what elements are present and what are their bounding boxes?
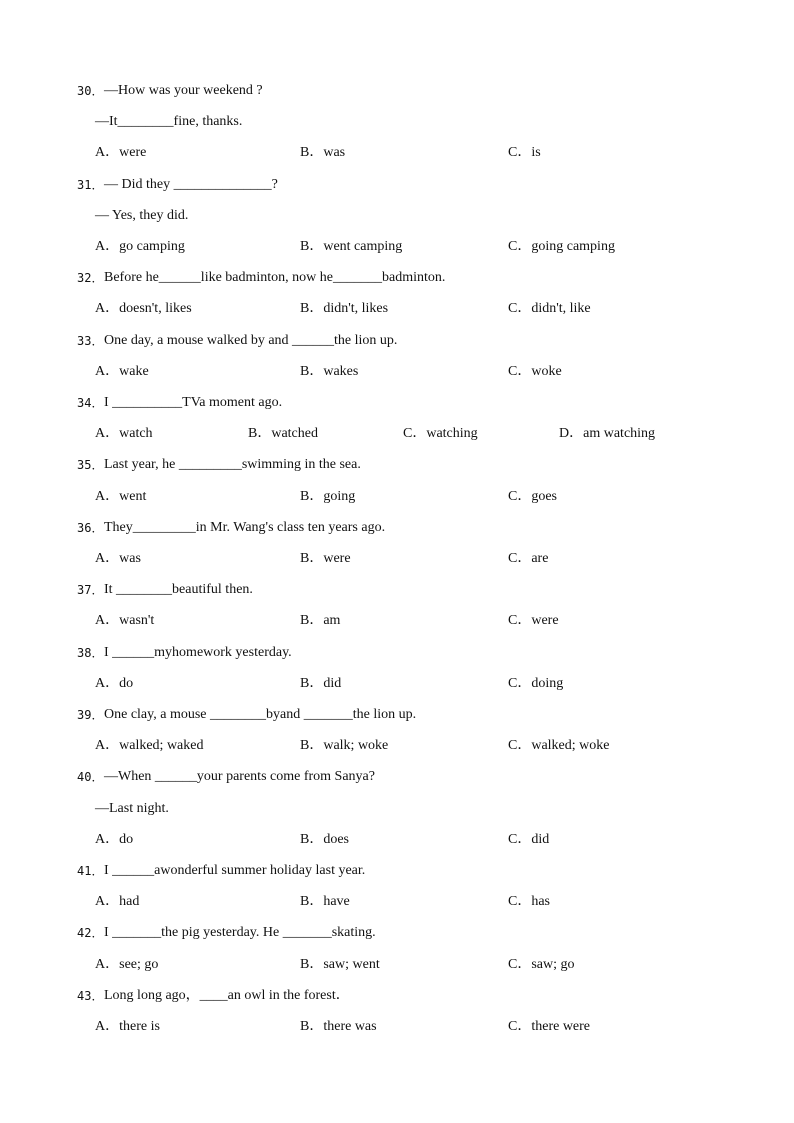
option-text: walked; waked [119,738,204,754]
dialogue-line [0,111,794,133]
answer-option[interactable] [508,610,559,632]
option-text: see; go [119,956,159,972]
option-text: were [119,145,147,161]
dialogue-line [0,798,794,820]
option-letter: C． [508,894,532,910]
option-text: do [119,675,134,691]
question-prompt: Long long ago，____an owl in the forest． [104,987,350,1003]
option-text: goes [531,488,558,504]
answer-option[interactable] [508,361,562,383]
option-text: saw; went [323,956,380,972]
dialogue-text: —It________fine, thanks. [95,114,243,130]
option-text: went [119,488,147,504]
question-line [0,860,794,882]
options-row [0,142,794,164]
option-text: was [119,551,141,566]
question-number: 43． [77,988,104,1003]
option-text: had [119,894,140,910]
question-number: 31． [77,177,104,192]
option-letter: A． [95,675,120,691]
option-letter: A． [95,831,120,847]
options-row [0,298,794,320]
option-text: did [531,831,550,847]
answer-option[interactable] [300,891,350,913]
answer-option[interactable] [300,361,358,383]
answer-option[interactable] [95,1016,160,1038]
option-letter: C． [508,613,532,629]
option-letter: A． [95,613,120,629]
question-prompt: Last year, he _________swimming in the sea. [104,457,361,473]
answer-option[interactable] [300,829,349,851]
answer-option[interactable] [300,954,380,976]
option-text: walk; woke [323,738,389,754]
option-text: walked; woke [531,738,610,754]
option-letter: B． [300,488,324,504]
option-text: going camping [531,239,615,254]
option-letter: C． [508,1019,532,1034]
answer-option[interactable] [95,142,146,164]
question-number: 40． [77,770,104,785]
option-text: there were [531,1019,591,1034]
question-line [0,766,794,788]
answer-option[interactable] [508,954,575,976]
options-row [0,236,794,258]
answer-option[interactable] [300,486,355,508]
question-number: 36． [77,520,104,535]
question-line [0,330,794,352]
option-text: didn't, like [531,301,591,317]
question-number: 37． [77,583,104,598]
option-letter: C． [508,675,532,691]
answer-option[interactable] [95,298,192,320]
option-text: there was [323,1019,377,1034]
question-line [0,392,794,414]
option-letter: C． [508,551,532,566]
answer-option[interactable] [300,610,340,632]
answer-option[interactable] [95,548,141,570]
options-row [0,423,794,445]
question-line [0,454,794,476]
question-line [0,704,794,726]
answer-option[interactable] [248,423,318,445]
option-letter: B． [300,301,324,317]
answer-option[interactable] [300,735,388,757]
option-letter: B． [300,738,324,754]
answer-option[interactable] [95,673,133,695]
option-text: watching [426,426,478,442]
options-row [0,361,794,383]
question-line [0,517,794,539]
question-line [0,922,794,944]
question-number: 34． [77,396,104,410]
question-line [0,642,794,664]
question-number: 32． [77,271,104,286]
answer-option[interactable] [508,891,550,913]
answer-option[interactable] [95,610,154,632]
answer-option[interactable] [95,954,158,976]
answer-option[interactable] [95,236,185,258]
question-number: 39． [77,708,104,722]
answer-option[interactable] [403,423,478,445]
option-text: wakes [323,363,359,379]
answer-option[interactable] [508,829,549,851]
option-letter: B． [300,831,324,847]
option-text: doesn't, likes [119,301,192,317]
option-letter: C． [403,426,427,442]
options-row [0,673,794,695]
options-row [0,735,794,757]
option-letter: D． [559,426,584,442]
option-text: am [323,613,341,629]
question-prompt: — Did they ______________? [104,176,278,192]
question-prompt: —When ______your parents come from Sanya? [104,769,375,785]
option-text: watch [119,426,153,442]
option-text: have [323,894,350,910]
question-number: 42． [77,926,104,941]
answer-option[interactable] [95,486,146,508]
option-letter: B． [300,894,324,910]
answer-option[interactable] [95,361,149,383]
option-letter: A． [95,145,120,161]
option-letter: B． [300,551,324,566]
question-prompt: —How was your weekend ? [104,83,263,98]
option-text: saw; go [531,956,575,972]
option-text: were [323,551,351,566]
option-text: wake [119,363,149,379]
option-letter: A． [95,239,120,254]
answer-option[interactable] [508,1016,590,1038]
option-letter: B． [300,675,324,691]
answer-option[interactable] [95,423,153,445]
answer-option[interactable] [559,423,655,445]
option-text: does [323,831,350,847]
options-row [0,610,794,632]
options-row [0,1016,794,1038]
option-text: going [323,488,356,504]
option-text: woke [531,363,562,379]
option-letter: C． [508,956,532,972]
option-text: there is [119,1019,160,1034]
answer-option[interactable] [508,236,615,258]
option-text: go camping [119,239,185,254]
dialogue-text: —Last night. [95,800,169,816]
option-text: is [531,145,541,161]
question-line [0,80,794,102]
option-letter: A． [95,551,120,566]
question-line [0,267,794,289]
option-text: am watching [583,426,656,442]
option-text: watched [271,426,318,442]
option-letter: C． [508,738,532,754]
option-text: were [531,613,559,629]
answer-option[interactable] [95,891,139,913]
question-line [0,579,794,601]
options-row [0,829,794,851]
option-letter: B． [300,363,324,379]
answer-option[interactable] [300,236,402,258]
options-row [0,954,794,976]
question-number: 41． [77,864,104,878]
option-text: wasn't [119,613,155,629]
question-prompt: They_________in Mr. Wang's class ten years ago. [104,519,386,535]
option-letter: B． [300,145,324,161]
answer-option[interactable] [508,298,591,320]
answer-option[interactable] [508,673,563,695]
answer-option[interactable] [300,1016,377,1038]
option-text: didn't, likes [323,301,389,317]
question-number: 33． [77,333,104,348]
option-text: went camping [323,239,403,254]
option-text: did [323,675,342,691]
option-letter: B． [300,239,324,254]
options-row [0,486,794,508]
option-letter: A． [95,956,120,972]
question-prompt: I __________TVa moment ago. [104,395,283,410]
options-row [0,548,794,570]
option-letter: B． [300,1019,324,1034]
option-letter: A． [95,363,120,379]
question-number: 35． [77,458,104,473]
option-letter: C． [508,488,532,504]
answer-option[interactable] [508,486,557,508]
question-number: 30． [77,84,104,98]
option-letter: A． [95,738,120,754]
question-prompt: I ______awonderful summer holiday last year. [104,863,366,878]
option-letter: C． [508,239,532,254]
answer-option[interactable] [95,735,203,757]
dialogue-text: — Yes, they did. [95,207,189,223]
dialogue-line [0,205,794,227]
answer-option[interactable] [508,142,541,164]
option-text: do [119,831,134,847]
answer-option[interactable] [300,298,388,320]
answer-option[interactable] [300,673,341,695]
option-text: was [323,145,346,161]
option-letter: C． [508,301,532,317]
option-text: are [531,551,549,566]
option-letter: B． [248,426,272,442]
option-letter: A． [95,426,120,442]
question-prompt: One clay, a mouse ________byand _______the lion up. [104,707,417,722]
option-letter: B． [300,956,324,972]
option-letter: A． [95,301,120,317]
question-prompt: I _______the pig yesterday. He _______skating. [104,925,376,941]
question-number: 38． [77,645,104,660]
options-row [0,891,794,913]
question-line [0,985,794,1007]
option-letter: A． [95,488,120,504]
answer-option[interactable] [508,735,610,757]
option-letter: A． [95,1019,120,1034]
option-letter: A． [95,894,120,910]
answer-option[interactable] [95,829,133,851]
option-text: doing [531,675,564,691]
option-letter: C． [508,145,532,161]
option-text: has [531,894,551,910]
option-letter: C． [508,831,532,847]
option-letter: B． [300,613,324,629]
question-line [0,174,794,196]
question-prompt: One day, a mouse walked by and ______the lion up. [104,332,398,348]
answer-option[interactable] [300,548,351,570]
option-letter: C． [508,363,532,379]
answer-option[interactable] [508,548,548,570]
question-prompt: I ______myhomework yesterday. [104,644,292,660]
question-prompt: Before he______like badminton, now he_______badminton. [104,270,446,286]
answer-option[interactable] [300,142,345,164]
question-prompt: It ________beautiful then. [104,582,253,598]
